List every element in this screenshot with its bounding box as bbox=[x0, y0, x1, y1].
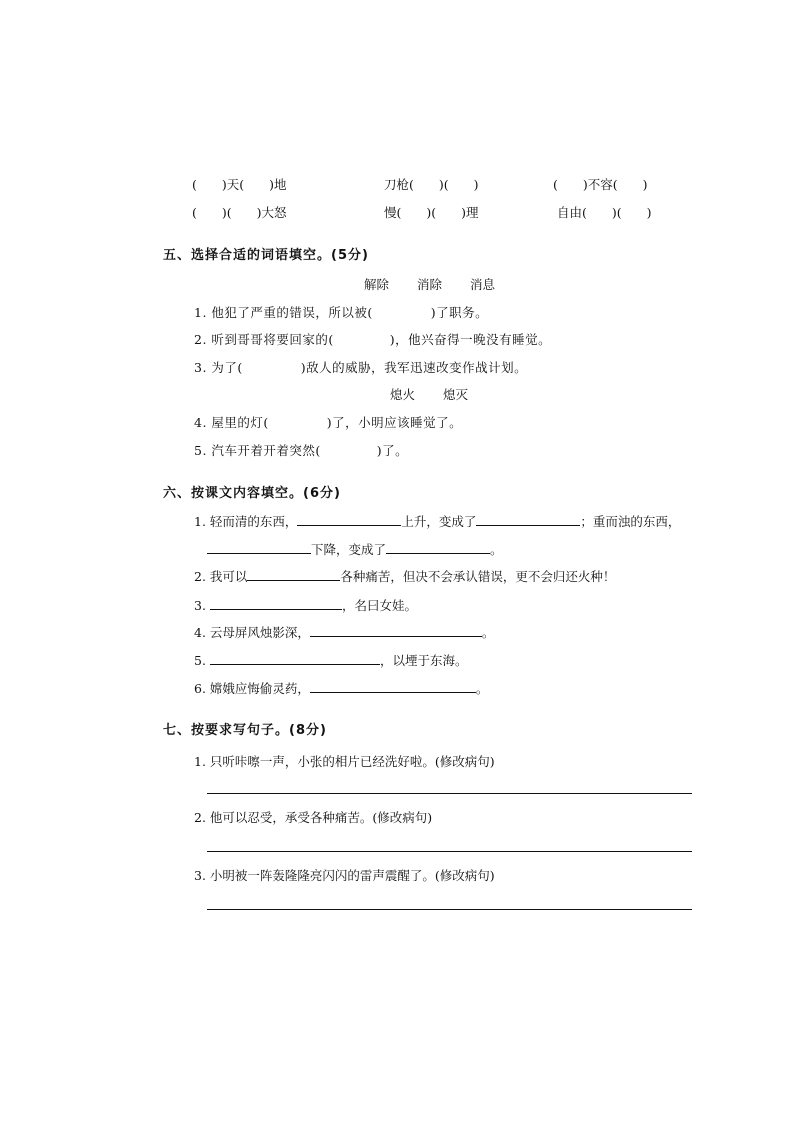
section5-q3: 3. 为了( )敌人的威胁，我军迅速改变作战计划。 bbox=[194, 360, 528, 375]
fill-blank[interactable] bbox=[210, 652, 380, 665]
fill-blank[interactable] bbox=[247, 568, 340, 581]
answer-line[interactable] bbox=[207, 909, 692, 910]
section7-q2: 2. 他可以忍受，承受各种痛苦。(修改病句) bbox=[194, 810, 433, 825]
word-option: 熄灭 bbox=[443, 387, 469, 402]
section6-q5: 5. ，以堙于东海。 bbox=[194, 653, 468, 668]
idiom-row2-b: 慢( )( )理 bbox=[384, 205, 479, 220]
section6-q2: 2. 我可以 各种痛苦，但决不会承认错误，更不会归还火种！ bbox=[194, 569, 616, 584]
fill-blank[interactable] bbox=[310, 624, 482, 637]
fill-blank[interactable] bbox=[297, 513, 401, 526]
section5-q5: 5. 汽车开着开着突然( )了。 bbox=[194, 443, 409, 458]
answer-line[interactable] bbox=[207, 851, 692, 852]
section6-q1-line1: 1. 轻而清的东西， 上升，变成了 ；重而浊的东西， bbox=[194, 514, 681, 529]
answer-line[interactable] bbox=[207, 793, 692, 794]
section5-q2: 2. 听到哥哥将要回家的( )，他兴奋得一晚没有睡觉。 bbox=[194, 332, 552, 347]
section5-word-bank-1 bbox=[352, 275, 507, 293]
idiom-row1-a: ( )天( )地 bbox=[192, 177, 287, 192]
idiom-row2-c: 自由( )( ) bbox=[557, 205, 652, 220]
fill-blank[interactable] bbox=[207, 541, 311, 554]
word-option: 解除 bbox=[364, 277, 390, 292]
fill-blank[interactable] bbox=[476, 513, 580, 526]
section6-q3: 3. ，名曰女娃。 bbox=[194, 598, 417, 613]
fill-blank[interactable] bbox=[210, 597, 342, 610]
section6-q6: 6. 嫦娥应悔偷灵药， 。 bbox=[194, 681, 489, 696]
word-option: 消除 bbox=[417, 277, 443, 292]
section7-q1: 1. 只听咔嚓一声，小张的相片已经洗好啦。(修改病句) bbox=[194, 754, 495, 769]
section5-word-bank-2 bbox=[378, 385, 480, 403]
section5-title: 五、选择合适的词语填空。(5分) bbox=[163, 248, 369, 263]
word-option: 消息 bbox=[470, 277, 496, 292]
section6-q4: 4. 云母屏风烛影深， 。 bbox=[194, 625, 495, 640]
idiom-row1-c: ( )不容( ) bbox=[553, 177, 648, 192]
section7-q3: 3. 小明被一阵轰隆隆亮闪闪的雷声震醒了。(修改病句) bbox=[194, 868, 495, 883]
fill-blank[interactable] bbox=[310, 680, 476, 693]
section6-title: 六、按课文内容填空。(6分) bbox=[163, 486, 341, 501]
word-option: 熄火 bbox=[390, 387, 416, 402]
section5-q1: 1. 他犯了严重的错误，所以被( )了职务。 bbox=[194, 305, 489, 320]
idiom-row2-a: ( )( )大怒 bbox=[192, 205, 287, 220]
section7-title: 七、按要求写句子。(8分) bbox=[163, 723, 327, 738]
section5-q4: 4. 屋里的灯( )了，小明应该睡觉了。 bbox=[194, 415, 463, 430]
fill-blank[interactable] bbox=[386, 541, 490, 554]
section6-q1-line2: 下降，变成了 。 bbox=[207, 540, 503, 558]
idiom-row1-b: 刀枪( )( ) bbox=[384, 177, 479, 192]
